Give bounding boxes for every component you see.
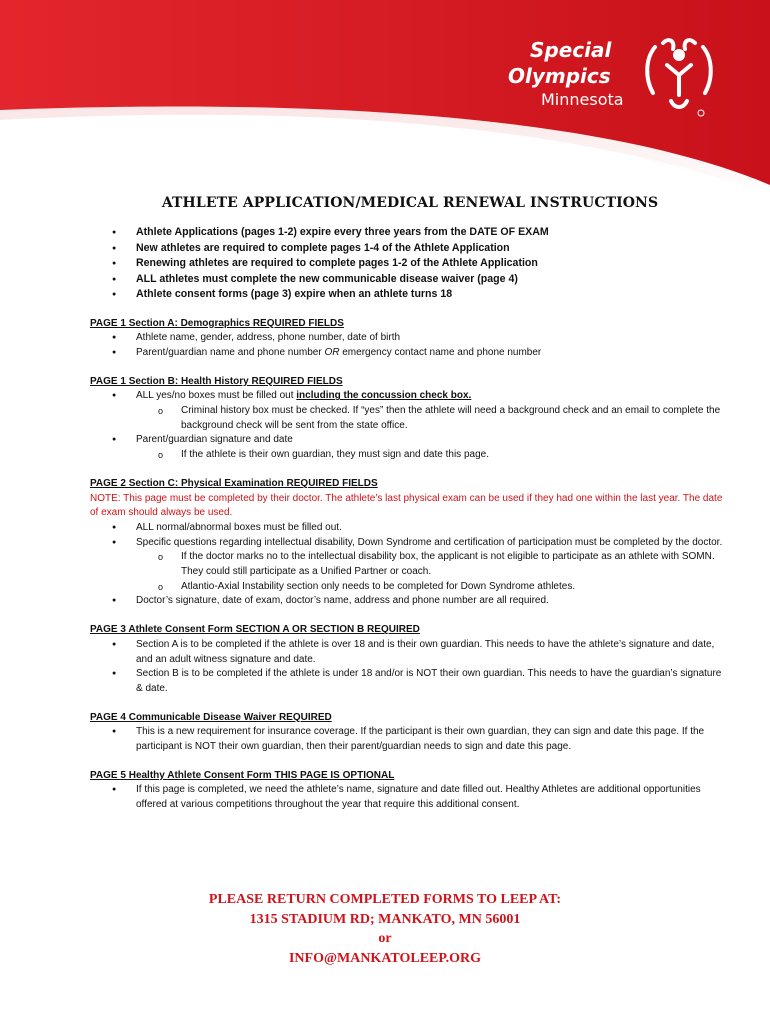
intro-bullet: ● New athletes are required to complete pages 1-4 of the Athlete Application <box>90 241 730 257</box>
special-olympics-logo-icon <box>641 35 717 121</box>
section-page2-physical-exam <box>90 477 730 609</box>
section-heading: PAGE 4 Communicable Disease Waiver REQUIRED <box>90 711 332 723</box>
section-page1-demographics <box>90 317 730 361</box>
list-item: ● This is a new requirement for insurance coverage. If the participant is their own guardian, they can sign and date this page. If the participant is NOT their own guardian, then their parent/guardian needs to sign and date this page. <box>90 725 730 754</box>
list-item: ● ALL normal/abnormal boxes must be filled out. <box>90 521 730 536</box>
section-page5-healthy-athlete <box>90 769 730 813</box>
sub-list-item: o Criminal history box must be checked. If “yes” then the athlete will need a background check and an email to complete the background check will be sent from the state office. <box>136 404 730 433</box>
sub-list-item: o If the doctor marks no to the intellectual disability box, the applicant is not eligible to participate as an athlete with SOMN. They could still participate as a Unified Partner or coach. <box>136 550 730 579</box>
section-heading: PAGE 5 Healthy Athlete Consent Form THIS PAGE IS OPTIONAL <box>90 769 395 781</box>
list-item: ● Doctor’s signature, date of exam, doctor’s name, address and phone number are all required. <box>90 594 730 609</box>
section-page4-waiver <box>90 711 730 755</box>
section-heading: PAGE 1 Section A: Demographics REQUIRED FIELDS <box>90 317 344 329</box>
email-address: INFO@MANKATOLEEP.ORG <box>288 950 482 966</box>
section-page3-consent <box>90 623 730 697</box>
emphasis-or: OR <box>324 346 340 358</box>
or-separator: or <box>378 931 392 946</box>
text-fragment: Specific questions regarding intellectual disability, Down Syndrome and certification of participation must be completed by the doctor. <box>136 536 723 548</box>
logo-text-olympics: Olympics <box>508 64 611 88</box>
intro-bullet-list <box>90 225 730 303</box>
sub-list-item: o If the athlete is their own guardian, they must sign and date this page. <box>136 448 730 463</box>
list-item <box>90 536 730 595</box>
section-heading: PAGE 1 Section B: Health History REQUIRED FIELDS <box>90 375 343 387</box>
list-item <box>90 346 730 361</box>
intro-bullet: ● Athlete Applications (pages 1-2) expire every three years from the DATE OF EXAM <box>90 225 730 241</box>
intro-bullet: ● Renewing athletes are required to complete pages 1-2 of the Athlete Application <box>90 256 730 272</box>
section-heading: PAGE 2 Section C: Physical Examination REQUIRED FIELDS <box>90 477 378 489</box>
list-item: ● Section A is to be completed if the athlete is over 18 and is their own guardian. This needs to have the athlete’s signature and date, and an adult witness signature and date. <box>90 638 730 667</box>
return-address-block <box>90 890 680 968</box>
intro-bullet: ● ALL athletes must complete the new communicable disease waiver (page 4) <box>90 272 730 288</box>
intro-bullet: ● Athlete consent forms (page 3) expire when an athlete turns 18 <box>90 287 730 303</box>
sub-list-item: o Atlantio-Axial Instability section only needs to be completed for Down Syndrome athletes. <box>136 580 730 595</box>
logo-text-special: Special <box>530 38 612 62</box>
section-heading: PAGE 3 Athlete Consent Form SECTION A OR SECTION B REQUIRED <box>90 624 420 636</box>
section-page1-health-history <box>90 375 730 463</box>
list-item: ● If this page is completed, we need the athlete’s name, signature and date filled out. Healthy Athletes are additional opportunities offered at various competitions throughout the year that require this additional consent. <box>90 783 730 812</box>
doctor-note: NOTE: This page must be completed by their doctor. The athlete’s last physical exam can be used if they had one within the last year. The date of exam should always be used. <box>90 492 723 519</box>
emphasis-concussion: including the concussion check box. <box>296 390 472 402</box>
text-fragment: emergency contact name and phone number <box>339 346 542 358</box>
list-item: ● Section B is to be completed if the athlete is under 18 and/or is NOT their own guardian. This needs to have the guardian’s signature & date. <box>90 667 730 696</box>
mailing-address: 1315 STADIUM RD; MANKATO, MN 56001 <box>249 911 521 927</box>
text-fragment: ALL yes/no boxes must be filled out <box>136 390 297 402</box>
list-item <box>90 433 730 462</box>
return-instruction: PLEASE RETURN COMPLETED FORMS TO LEEP AT: <box>208 892 562 907</box>
logo-text-minnesota: Minnesota <box>541 90 624 109</box>
list-item <box>90 389 730 433</box>
instructions-document <box>90 195 730 813</box>
text-fragment: Parent/guardian signature and date <box>136 434 293 446</box>
list-item: ● Athlete name, gender, address, phone number, date of birth <box>90 331 730 346</box>
text-fragment: Parent/guardian name and phone number <box>136 346 325 358</box>
page-title: ATHLETE APPLICATION/MEDICAL RENEWAL INSTRUCTIONS <box>161 195 659 211</box>
